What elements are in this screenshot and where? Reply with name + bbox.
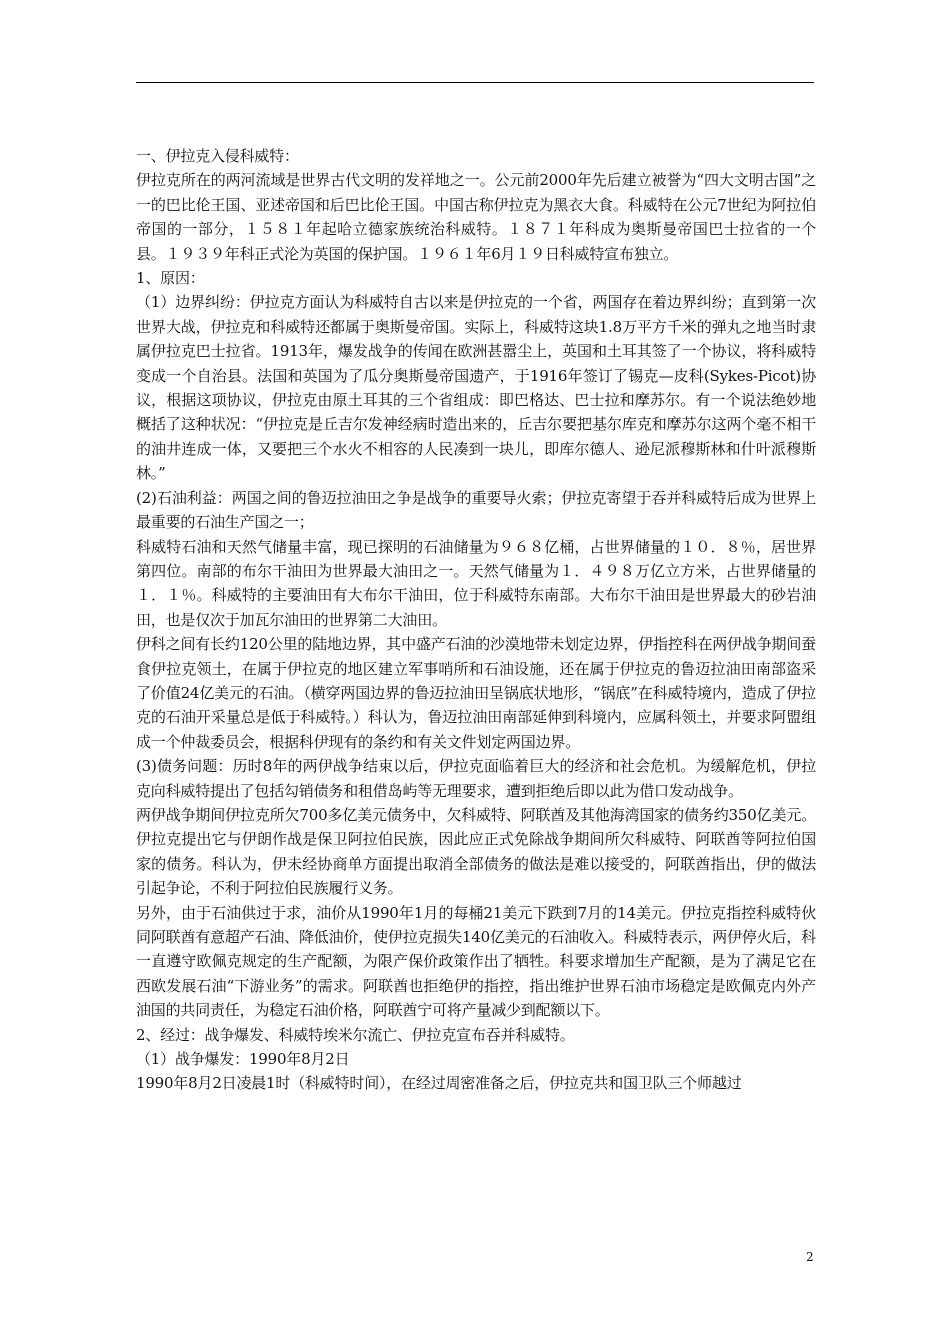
paragraph-war-debt: 两伊战争期间伊拉克所欠700多亿美元债务中，欠科威特、阿联酋及其他海湾国家的债务约350亿美元。伊拉克提出它与伊朗作战是保卫阿拉伯民族，因此应正式免除战争期间所欠科威特、阿联酋等阿拉伯国家的债务。科认为，伊未经协商单方面提出取消全部债务的做法是难以接受的，阿联酋指出，伊的做法引起争论，不利于阿拉伯民族履行义务。 [136, 805, 816, 898]
page-number: 2 [806, 1250, 814, 1264]
paragraph-debt-problem: (3)债务问题：历时8年的两伊战争结束以后，伊拉克面临着巨大的经济和社会危机。为缓解危机，伊拉克向科威特提出了包括勾销债务和租借岛屿等无理要求，遭到拒绝后即以此为借口发动战争。 [136, 757, 816, 800]
paragraph-oil-reserves: 科威特石油和天然气储量丰富，现已探明的石油储量为９６８亿桶，占世界储量的１０．８％，居世界第四位。南部的布尔干油田为世界最大油田之一。天然气储量为１．４９８万亿立方米，占世界储量的１．１％。科威特的主要油田有大布尔干油田，位于科威特东南部。大布尔干油田是世界最大的砂岩油田，也是仅次于加瓦尔油田的世界第二大油田。 [136, 537, 816, 629]
paragraph-history: 伊拉克所在的两河流域是世界古代文明的发祥地之一。公元前2000年先后建立被誉为“四大文明古国”之一的巴比伦王国、亚述帝国和后巴比伦王国。中国古称伊拉克为黑衣大食。科威特在公元7世纪为阿拉伯帝国的一部分，１５８１年起哈立德家族统治科威特。１８７１年科成为奥斯曼帝国巴士拉省的一个县。１９３９年科正式沦为英国的保护国。１９６１年6月１９日科威特宣布独立。 [136, 171, 816, 263]
subheading-outbreak: （1）战争爆发：1990年8月2日 [136, 1050, 350, 1069]
paragraph-rumaila-field: 伊科之间有长约120公里的陆地边界，其中盛产石油的沙漠地带未划定边界，伊指控科在两伊战争期间蚕食伊拉克领土，在属于伊拉克的地区建立军事哨所和石油设施，还在属于伊拉克的鲁迈拉油田南部盗采了价值24亿美元的石油。（横穿两国边界的鲁迈拉油田呈锅底状地形，“锅底”在科威特境内，造成了伊拉克的石油开采量总是低于科威特。）科认为，鲁迈拉油田南部延伸到科境内，应属科领土，并要求阿盟组成一个仲裁委员会，根据科伊现有的条约和有关文件划定两国边界。 [136, 635, 816, 751]
paragraph-oil-price: 另外，由于石油供过于求，油价从1990年1月的每桶21美元下跌到7月的14美元。伊拉克指控科威特伙同阿联酋有意超产石油、降低油价，使伊拉克损失140亿美元的石油收入。科威特表示，两伊停火后，科一直遵守欧佩克规定的生产配额，为限产保价政策作出了牺牲。科要求增加生产配额，是为了满足它在西欧发展石油“下游业务”的需求。阿联酋也拒绝伊的指控，指出维护世界石油市场稳定是欧佩克内外产油国的共同责任，为稳定石油价格，阿联酋宁可将产量减少到配额以下。 [136, 903, 816, 1020]
subheading-process: 2、经过：战争爆发、科威特埃米尔流亡、伊拉克宣布吞并科威特。 [136, 1025, 575, 1044]
subheading-causes: 1、原因： [136, 269, 205, 288]
paragraph-border-dispute: （1）边界纠纷：伊拉克方面认为科威特自古以来是伊拉克的一个省，两国存在着边界纠纷；直到第一次世界大战，伊拉克和科威特还都属于奥斯曼帝国。实际上，科威特这块1.8万平方千米的弹丸之地当时隶属伊拉克巴士拉省。1913年，爆发战争的传闻在欧洲甚嚣尘上，英国和土耳其签了一个协议，将科威特变成一个自治县。法国和英国为了瓜分奥斯曼帝国遗产，于1916年签订了锡克—皮科(Sykes-Picot)协议，根据这项协议，伊拉克由原土耳其的三个省组成：即巴格达、巴士拉和摩苏尔。有一个说法绝妙地概括了这种状况：“伊拉克是丘吉尔发神经病时造出来的，丘吉尔要把基尔库克和摩苏尔这两个毫不相干的油井连成一体，又要把三个水火不相容的人民凑到一块儿，即库尔德人、逊尼派穆斯林和什叶派穆斯林。” [136, 293, 816, 483]
paragraph-oil-interest: (2)石油利益：两国之间的鲁迈拉油田之争是战争的重要导火索；伊拉克寄望于吞并科威特后成为世界上最重要的石油生产国之一； [136, 488, 816, 532]
document-body [136, 144, 816, 1096]
section-heading: 一、伊拉克入侵科威特： [136, 147, 299, 165]
header-rule [136, 82, 814, 83]
paragraph-invasion: 1990年8月2日凌晨1时（科威特时间），在经过周密准备之后，伊拉克共和国卫队三个师越过 [136, 1074, 742, 1093]
